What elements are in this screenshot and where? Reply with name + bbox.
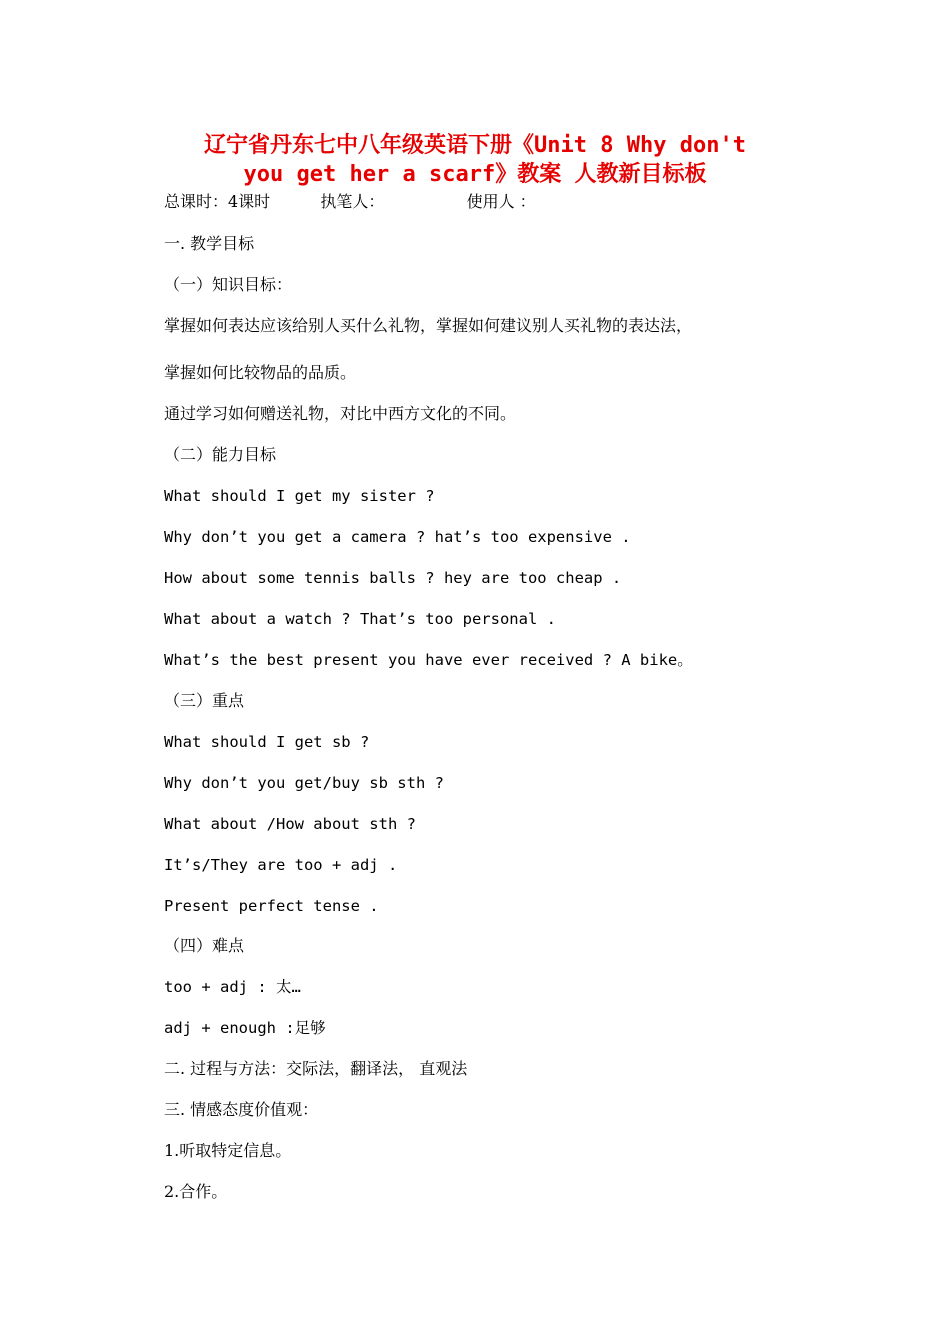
total-hours: 总课时：4课时: [164, 192, 271, 211]
subheading-key-points: （三）重点: [164, 691, 245, 710]
example-sentence: How about some tennis balls ? hey are too cheap .: [164, 569, 622, 587]
key-point-line: What about /How about sth ?: [164, 815, 416, 833]
key-point-line: It’s/They are too + adj .: [164, 856, 398, 874]
title-line-1: 辽宁省丹东七中八年级英语下册《Unit 8 Why don't: [204, 133, 746, 158]
subheading-knowledge: （一）知识目标：: [164, 275, 293, 294]
author-field: 执笔人：: [320, 192, 385, 211]
heading-process-methods: 二. 过程与方法：交际法，翻译法， 直观法: [164, 1059, 468, 1078]
document-title: [140, 131, 810, 189]
heading-objectives: 一. 教学目标: [164, 234, 255, 253]
difficulty-line: too + adj : 太…: [164, 978, 301, 996]
example-sentence: What about a watch ? That’s too personal .: [164, 610, 556, 628]
list-item: 1.听取特定信息。: [164, 1141, 292, 1160]
example-sentence: Why don’t you get a camera ? hat’s too expensive .: [164, 528, 631, 546]
example-sentence: What’s the best present you have ever received ? A bike。: [164, 651, 693, 669]
key-point-line: Why don’t you get/buy sb sth ?: [164, 774, 444, 792]
paragraph-line: 掌握如何表达应该给别人买什么礼物，掌握如何建议别人买礼物的表达法，: [164, 316, 693, 335]
meta-line: [164, 191, 536, 213]
example-sentence: What should I get my sister ?: [164, 487, 435, 505]
title-line-2: you get her a scarf》教案 人教新目标板: [243, 162, 707, 187]
user-field: 使用人 ：: [466, 192, 536, 211]
difficulty-line: adj + enough :足够: [164, 1019, 326, 1037]
heading-attitudes-values: 三. 情感态度价值观：: [164, 1100, 319, 1119]
paragraph-line: 掌握如何比较物品的品质。: [164, 363, 357, 382]
key-point-line: What should I get sb ?: [164, 733, 370, 751]
key-point-line: Present perfect tense .: [164, 897, 379, 915]
subheading-difficulties: （四）难点: [164, 936, 245, 955]
list-item: 2.合作。: [164, 1182, 228, 1201]
paragraph-line: 通过学习如何赠送礼物，对比中西方文化的不同。: [164, 404, 517, 423]
subheading-ability: （二）能力目标: [164, 445, 277, 464]
